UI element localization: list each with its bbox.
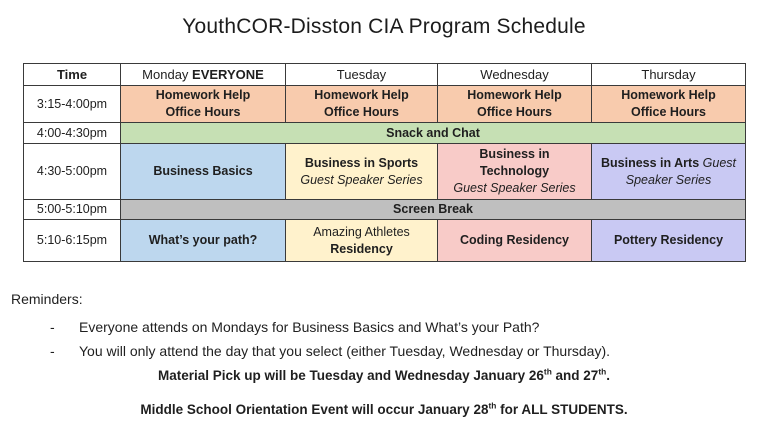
homework-cell-wednesday (438, 86, 592, 123)
residency-line: Residency (330, 241, 393, 256)
business-in-sports-cell (286, 144, 438, 200)
material-note-text: and 27 (551, 368, 599, 383)
whats-your-path-cell: What’s your path? (121, 220, 286, 262)
header-tuesday: Tuesday (286, 64, 438, 86)
time-break: 5:00-5:10pm (24, 200, 121, 220)
business-in-arts-title: Business in Arts (600, 155, 700, 170)
business-basics-cell: Business Basics (121, 144, 286, 200)
reminder-text: Everyone attends on Mondays for Business Basics and What’s your Path? (79, 319, 540, 335)
homework-line2: Office Hours (630, 105, 706, 119)
time-residency: 5:10-6:15pm (24, 220, 121, 262)
header-row (24, 64, 746, 86)
header-time: Time (24, 64, 121, 86)
break-row (24, 200, 746, 220)
guest-speaker-series-tuesday: Guest Speaker Series (300, 172, 423, 187)
header-wednesday: Wednesday (438, 64, 592, 86)
homework-line1: Homework Help (155, 88, 251, 103)
homework-line2: Office Hours (476, 105, 552, 119)
residency-row (24, 220, 746, 262)
bullet-dash: - (50, 319, 55, 335)
reminder-list (50, 319, 610, 367)
superscript-th: th (488, 400, 497, 411)
orientation-note-text: for ALL STUDENTS. (496, 402, 628, 417)
homework-row (24, 86, 746, 123)
guest-speaker-series-thursday: Guest Speaker Series (625, 155, 736, 187)
superscript-th: th (543, 366, 552, 377)
amazing-athletes-line: Amazing Athletes (313, 224, 410, 239)
business-in-technology-cell (438, 144, 592, 200)
header-thursday: Thursday (592, 64, 746, 86)
orientation-note-text: Middle School Orientation Event will occur January 28 (140, 402, 489, 417)
pottery-residency-cell: Pottery Residency (592, 220, 746, 262)
reminders-heading: Reminders: (11, 291, 83, 307)
homework-line1: Homework Help (467, 88, 562, 103)
material-pickup-note (0, 368, 768, 383)
header-monday-label: Monday (142, 66, 193, 82)
business-in-technology-title: Business in Technology (479, 147, 550, 179)
guest-speaker-series-wednesday: Guest Speaker Series (453, 180, 576, 195)
reminder-text: You will only attend the day that you select (either Tuesday, Wednesday or Thursday). (79, 343, 611, 359)
schedule-table (23, 63, 746, 262)
time-class: 4:30-5:00pm (24, 144, 121, 200)
screen-break-cell: Screen Break (121, 200, 746, 220)
superscript-th: th (598, 366, 607, 377)
orientation-note (0, 402, 768, 417)
coding-residency-cell: Coding Residency (438, 220, 592, 262)
homework-line2: Office Hours (323, 105, 399, 119)
time-homework: 3:15-4:00pm (24, 86, 121, 123)
homework-line2: Office Hours (165, 105, 241, 119)
header-monday (121, 64, 286, 86)
snack-and-chat-cell: Snack and Chat (121, 123, 746, 144)
class-row (24, 144, 746, 200)
business-in-sports-title: Business in Sports (304, 155, 419, 170)
amazing-athletes-residency-cell (286, 220, 438, 262)
material-note-text: Material Pick up will be Tuesday and Wednesday January 26 (158, 368, 544, 383)
page-title: YouthCOR-Disston CIA Program Schedule (182, 15, 586, 38)
header-monday-everyone: EVERYONE (192, 66, 264, 82)
material-note-text: . (606, 368, 610, 383)
homework-line1: Homework Help (314, 88, 409, 103)
bullet-dash: - (50, 343, 55, 359)
homework-cell-thursday (592, 86, 746, 123)
snack-row (24, 123, 746, 144)
time-snack: 4:00-4:30pm (24, 123, 121, 144)
reminder-item (50, 319, 610, 335)
homework-line1: Homework Help (621, 88, 716, 103)
homework-cell-monday (121, 86, 286, 123)
reminder-item (50, 343, 610, 359)
homework-cell-tuesday (286, 86, 438, 123)
business-in-arts-cell (592, 144, 746, 200)
